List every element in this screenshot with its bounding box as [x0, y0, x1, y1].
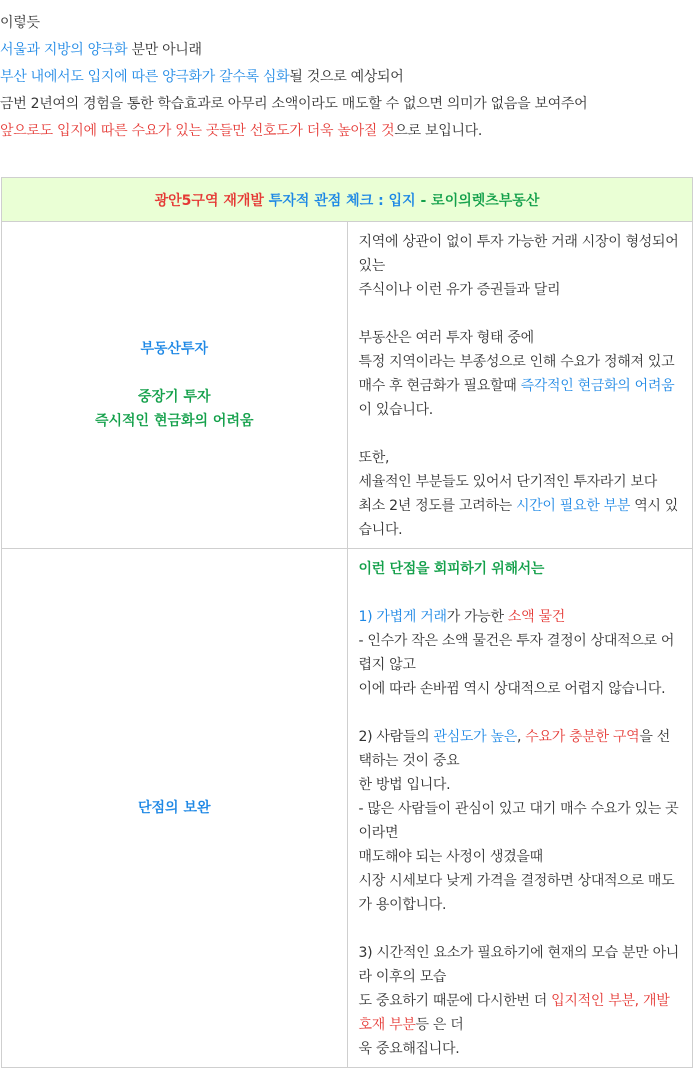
intro-highlight-blue: 서울과 지방의 양극화 — [0, 42, 128, 58]
intro-line-1 — [0, 10, 695, 37]
content-line: 한 방법 입니다. — [358, 777, 451, 793]
content-highlight-blue: 시간이 필요한 부분 — [515, 498, 631, 514]
intro-text: 금번 2년여의 경험을 통한 학습효과로 아무리 소액이라도 매도할 수 없으면 의미가 없음을 보여주어 — [0, 96, 588, 112]
analysis-table — [1, 177, 693, 1068]
intro-text: 될 것으로 예상되어 — [289, 69, 404, 85]
content-line: 또한, — [358, 450, 390, 466]
intro-highlight-red: 앞으로도 입지에 따른 수요가 있는 곳들만 선호도가 더욱 높아질 것 — [0, 123, 395, 139]
header-title-red: 광안5구역 재개발 — [154, 192, 269, 209]
table-row — [2, 549, 693, 1068]
content-line: 매도해야 되는 사정이 생겼을때 — [358, 849, 543, 865]
content-line: 욱 중요해집니다. — [358, 1041, 460, 1057]
content-line: 세율적인 부분들도 있어서 단기적인 투자라기 보다 — [358, 474, 657, 490]
row-label: 단점의 보완 — [138, 800, 211, 816]
content-line: 특정 지역이라는 부종성으로 인해 수요가 정해져 있고 — [358, 354, 675, 370]
intro-text: 분만 아니래 — [127, 42, 202, 58]
content-line: 1) 가볍게 거래가 가능한 소액 물건 — [358, 609, 565, 625]
content-line: 부동산은 여러 투자 형태 중에 — [358, 330, 534, 346]
table-header — [2, 178, 693, 222]
row-content-cell — [347, 549, 693, 1068]
header-title-blue: 투자적 관점 체크 : 입지 — [268, 192, 416, 209]
intro-highlight-blue: 부산 내에서도 입지에 따른 양극화가 갈수록 심화 — [0, 69, 290, 85]
content-line: 최소 2년 정도를 고려하는 시간이 필요한 부분 역시 있습니다. — [358, 498, 679, 538]
content-highlight-red: 입지적인 부분, 개발 호재 부분 — [358, 993, 670, 1033]
intro-line-2 — [0, 37, 695, 64]
content-line: 시장 시세보다 낮게 가격을 결정하면 상대적으로 매도가 용이합니다. — [358, 873, 675, 913]
content-highlight-blue: 즉각적인 현금화의 어려움 — [520, 378, 675, 394]
content-highlight-blue: 관심도가 높은 — [433, 729, 517, 745]
row-label: 부동산투자 — [140, 341, 209, 357]
content-line: 이에 따라 손바뀜 역시 상대적으로 어렵지 않습니다. — [358, 681, 666, 697]
content-highlight-blue: 1) 가볍게 거래 — [358, 609, 447, 625]
content-line: 매수 후 현금화가 필요할때 즉각적인 현금화의 어려움이 있습니다. — [358, 378, 675, 418]
table-row — [2, 222, 693, 549]
content-line: 3) 시간적인 요소가 필요하기에 현재의 모습 분만 아니라 이후의 모습 — [358, 945, 680, 985]
content-line: - 인수가 작은 소액 물건은 투자 결정이 상대적으로 어렵지 않고 — [358, 633, 675, 673]
content-line: 도 중요하기 때문에 다시한번 더 입지적인 부분, 개발 호재 부분등 은 더 — [358, 993, 670, 1033]
content-line: - 많은 사람들이 관심이 있고 대기 매수 수요가 있는 곳이라면 — [358, 801, 679, 841]
row-content-cell — [347, 222, 693, 549]
content-line: 지역에 상관이 없이 투자 가능한 거래 시장이 형성되어 있는 — [358, 234, 679, 274]
row-label-cell — [2, 549, 348, 1068]
content-highlight-red: 소액 물건 — [507, 609, 565, 625]
content-line: 주식이나 이런 유가 증권들과 달리 — [358, 282, 561, 298]
intro-text: 으로 보입니다. — [394, 123, 483, 139]
intro-line-4 — [0, 91, 695, 118]
content-line: 2) 사람들의 관심도가 높은, 수요가 충분한 구역을 선택하는 것이 중요 — [358, 729, 670, 769]
header-title-green: - 로이의렛츠부동산 — [415, 192, 540, 209]
intro-line-5 — [0, 118, 695, 145]
row-label-cell — [2, 222, 348, 549]
intro-line-3 — [0, 64, 695, 91]
content-title: 이런 단점을 회피하기 위해서는 — [358, 561, 545, 577]
intro-paragraph — [0, 10, 695, 145]
intro-text: 이렇듯 — [0, 15, 40, 31]
row-sublabel: 중장기 투자 — [138, 389, 211, 405]
content-highlight-red: 수요가 충분한 구역 — [525, 729, 640, 745]
row-sublabel: 즉시적인 현금화의 어려움 — [94, 413, 254, 429]
